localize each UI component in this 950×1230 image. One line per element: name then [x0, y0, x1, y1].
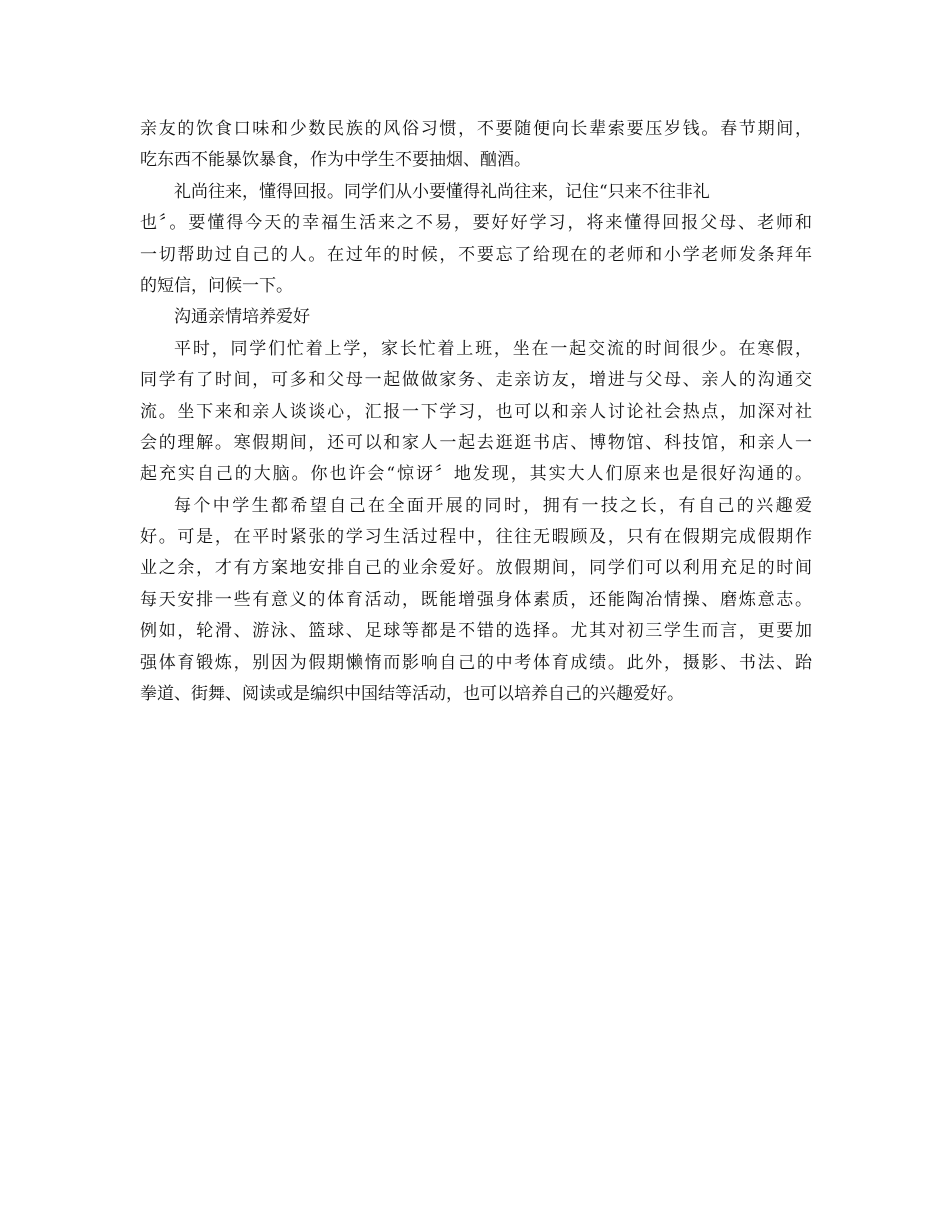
text-line: 起充实自己的大脑。你也许会“惊讶〞地发现，其实大人们原来也是很好沟通的。 [140, 464, 812, 485]
text-line: 的短信，问候一下。 [140, 275, 293, 296]
text-line: 强体育锻炼，别因为假期懒惰而影响自己的中考体育成绩。此外，摄影、书法、跆 [140, 652, 812, 673]
text-line: 每天安排一些有意义的体育活动，既能增强身体素质，还能陶冶情操、磨炼意志。 [140, 589, 812, 610]
document-body [140, 114, 812, 710]
text-line: 同学有了时间，可多和父母一起做做家务、走亲访友，增进与父母、亲人的沟通交 [140, 370, 812, 391]
text-line: 吃东西不能暴饮暴食，作为中学生不要抽烟、酗酒。 [140, 150, 531, 171]
text-line: 业之余，才有方案地安排自己的业余爱好。放假期间，同学们可以利用充足的时间 [140, 558, 812, 579]
text-line: 亲友的饮食口味和少数民族的风俗习惯，不要随便向长辈索要压岁钱。春节期间， [140, 119, 812, 139]
paragraph-first-line: 每个中学生都希望自己在全面开展的同时，拥有一技之长，有自己的兴趣爱 [174, 495, 812, 516]
text-line: 会的理解。寒假期间，还可以和家人一起去逛逛书店、博物馆、科技馆，和亲人一 [140, 432, 812, 453]
text-line: 拳道、街舞、阅读或是编织中国结等活动，也可以培养自己的兴趣爱好。 [140, 684, 684, 705]
paragraph-first-line: 平时，同学们忙着上学，家长忙着上班，坐在一起交流的时间很少。在寒假， [174, 338, 812, 359]
section-heading: 沟通亲情培养爱好 [174, 307, 310, 328]
text-line: 一切帮助过自己的人。在过年的时候，不要忘了给现在的老师和小学老师发条拜年 [140, 244, 812, 265]
paragraph-first-line: 礼尚往来，懂得回报。同学们从小要懂得礼尚往来，记住“只来不往非礼 [174, 181, 710, 202]
text-line: 也〞。要懂得今天的幸福生活来之不易，要好好学习，将来懂得回报父母、老师和 [140, 213, 812, 234]
text-line: 例如，轮滑、游泳、篮球、足球等都是不错的选择。尤其对初三学生而言，更要加 [140, 621, 812, 642]
text-line: 流。坐下来和亲人谈谈心，汇报一下学习，也可以和亲人讨论社会热点，加深对社 [140, 401, 812, 422]
text-line: 好。可是，在平时紧张的学习生活过程中，往往无暇顾及，只有在假期完成假期作 [140, 527, 812, 548]
